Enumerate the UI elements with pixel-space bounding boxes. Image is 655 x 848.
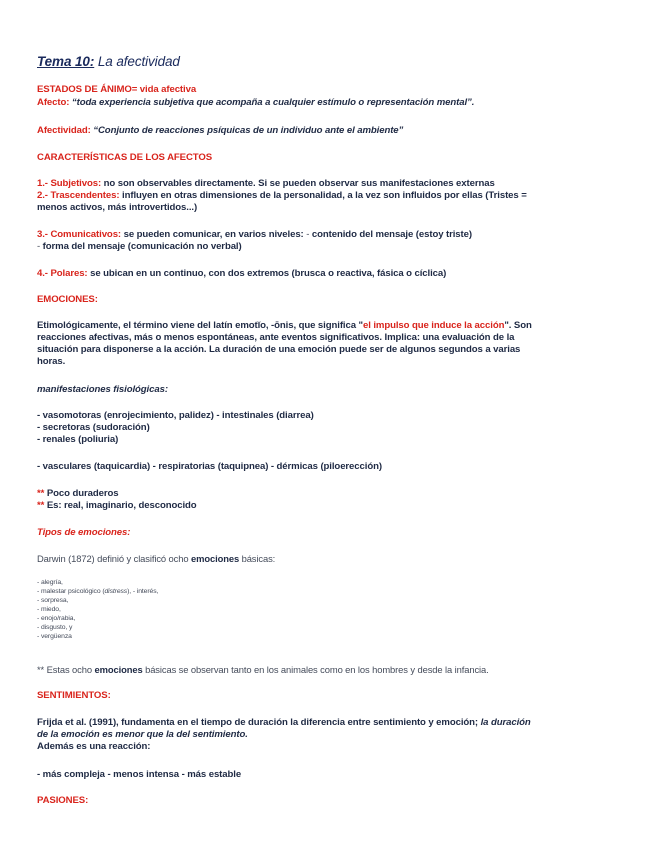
darwin-text-start: Darwin (1872) definió y clasificó ocho <box>37 553 191 564</box>
caracteristica-1-label: 1.- Subjetivos: <box>37 178 102 189</box>
note-3-end: básicas se observan tanto en los animales como en los hombres y desde la infancia. <box>142 664 489 675</box>
emotion-list-item: - alegría, <box>37 579 63 586</box>
title-topic-label: Tema 10: <box>37 54 95 69</box>
note-3-start: ** Estas ocho <box>37 664 95 675</box>
caracteristica-1-text: no son observables directamente. Si se pueden observar sus manifestaciones externas <box>101 178 495 189</box>
sentimientos-duracion: la duración <box>480 717 531 728</box>
darwin-emociones: emociones <box>191 553 240 564</box>
caracteristica-3-cont-text: forma del mensaje (comunicación no verbal) <box>42 241 242 252</box>
emociones-para-line-3: situación para disponerse a la acción. La duración de una emoción puede ser de algunos segundos a varias <box>37 344 521 355</box>
manifestacion-line-1: - vasomotoras (enrojecimiento, palidez) - intestinales (diarrea) <box>37 410 314 421</box>
afectividad-text: “Conjunto de reacciones psíquicas de un individuo ante el ambiente” <box>90 125 404 136</box>
caracteristica-2-label: 2.- Trascendentes: <box>37 190 120 201</box>
sentimientos-reaccion: - más compleja - menos intensa - más estable <box>37 769 242 780</box>
manifestacion-line-2: - secretoras (sudoración) <box>37 422 150 433</box>
emociones-para-line-2: reacciones afectivas, más o menos espontáneas, ante eventos significativos. Implica: una evaluación de la <box>37 332 515 343</box>
emociones-para-line-1 <box>37 320 532 332</box>
caracteristica-3-cont-dash: - <box>37 241 43 252</box>
caracteristica-4-label: 4.- Polares: <box>37 268 88 279</box>
sentimientos-frijda: Frijda et al. (1991), fundamenta en el tiempo de duración la diferencia entre sentimiento y emoción; <box>37 717 481 728</box>
caracteristica-3-dash: - <box>306 229 312 240</box>
page-title <box>37 54 180 70</box>
afecto-label: Afecto: <box>37 97 70 108</box>
caracteristica-2-cont: menos activos, más introvertidos...) <box>37 202 198 213</box>
emociones-highlight: el impulso que induce la acción <box>362 320 505 331</box>
estados-heading: ESTADOS DE ÁNIMO= vida afectiva <box>37 84 197 95</box>
note-3-emociones: emociones <box>94 664 143 675</box>
caracteristica-4-text: se ubican en un continuo, con dos extremos (brusca o reactiva, fásica o cíclica) <box>87 268 447 279</box>
caracteristica-3-label: 3.- Comunicativos: <box>37 229 122 240</box>
emotion-list-item: - sorpresa, <box>37 597 69 604</box>
emociones-para-start: Etimológicamente, el término viene del latín emotĭo, -ōnis, que significa " <box>37 320 363 331</box>
emotion-list-distress: distress <box>104 588 128 595</box>
note-1-star: ** <box>37 488 45 499</box>
sentimientos-line-1 <box>37 717 531 729</box>
sentimientos-line-2: de la emoción es menor que la del sentimiento. <box>37 729 248 740</box>
pasiones-heading: PASIONES: <box>37 795 89 806</box>
title-topic-name: La afectividad <box>94 54 180 69</box>
caracteristicas-heading: CARACTERÍSTICAS DE LOS AFECTOS <box>37 152 213 163</box>
caracteristica-3 <box>37 229 472 241</box>
emotion-list-item: - miedo, <box>37 606 61 613</box>
caracteristica-2-text: influyen en otras dimensiones de la personalidad, a la vez son influidos por ellas (Tristes = <box>119 190 527 201</box>
darwin-text-end: básicas: <box>239 553 276 564</box>
emotion-list-interes: ), - interés, <box>127 588 159 595</box>
note-2-text: Es: real, imaginario, desconocido <box>44 500 197 511</box>
caracteristica-3-text: se pueden comunicar, en varios niveles: <box>121 229 307 240</box>
manifestaciones-heading: manifestaciones fisiológicas: <box>37 384 168 395</box>
note-es-real <box>37 500 197 512</box>
manifestacion-line-4: - vasculares (taquicardia) - respiratorias (taquipnea) - dérmicas (piloerección) <box>37 461 382 472</box>
afectividad-label: Afectividad: <box>37 125 91 136</box>
emociones-para-line-4: horas. <box>37 356 66 367</box>
sentimientos-heading: SENTIMIENTOS: <box>37 690 111 701</box>
afecto-text: “toda experiencia subjetiva que acompaña a cualquier estímulo o representación mental”. <box>69 97 475 108</box>
caracteristica-3-cont <box>37 241 242 253</box>
emotion-list-item <box>37 588 158 597</box>
emotion-list-malestar: - malestar psicológico ( <box>37 588 105 595</box>
caracteristica-2 <box>37 190 527 202</box>
caracteristica-4 <box>37 268 446 280</box>
afectividad-definition <box>37 125 403 137</box>
caracteristica-3-text2: contenido del mensaje (estoy triste) <box>311 229 472 240</box>
emotion-list-item: - enojo/rabia, <box>37 615 76 622</box>
emotion-list-item: - vergüenza <box>37 633 72 640</box>
caracteristica-1 <box>37 178 495 190</box>
note-2-star: ** <box>37 500 45 511</box>
manifestacion-line-3: - renales (poliuria) <box>37 434 119 445</box>
emociones-para-end: ". Son <box>504 320 532 331</box>
tipos-heading: Tipos de emociones: <box>37 527 131 538</box>
emociones-heading: EMOCIONES: <box>37 294 98 305</box>
note-poco-duraderos <box>37 488 118 500</box>
afecto-definition <box>37 97 474 109</box>
note-ocho-emociones <box>37 664 489 676</box>
emotion-list-item: - disgusto, y <box>37 624 73 631</box>
note-1-text: Poco duraderos <box>44 488 119 499</box>
sentimientos-line-3: Además es una reacción: <box>37 741 151 752</box>
darwin-line <box>37 553 275 565</box>
